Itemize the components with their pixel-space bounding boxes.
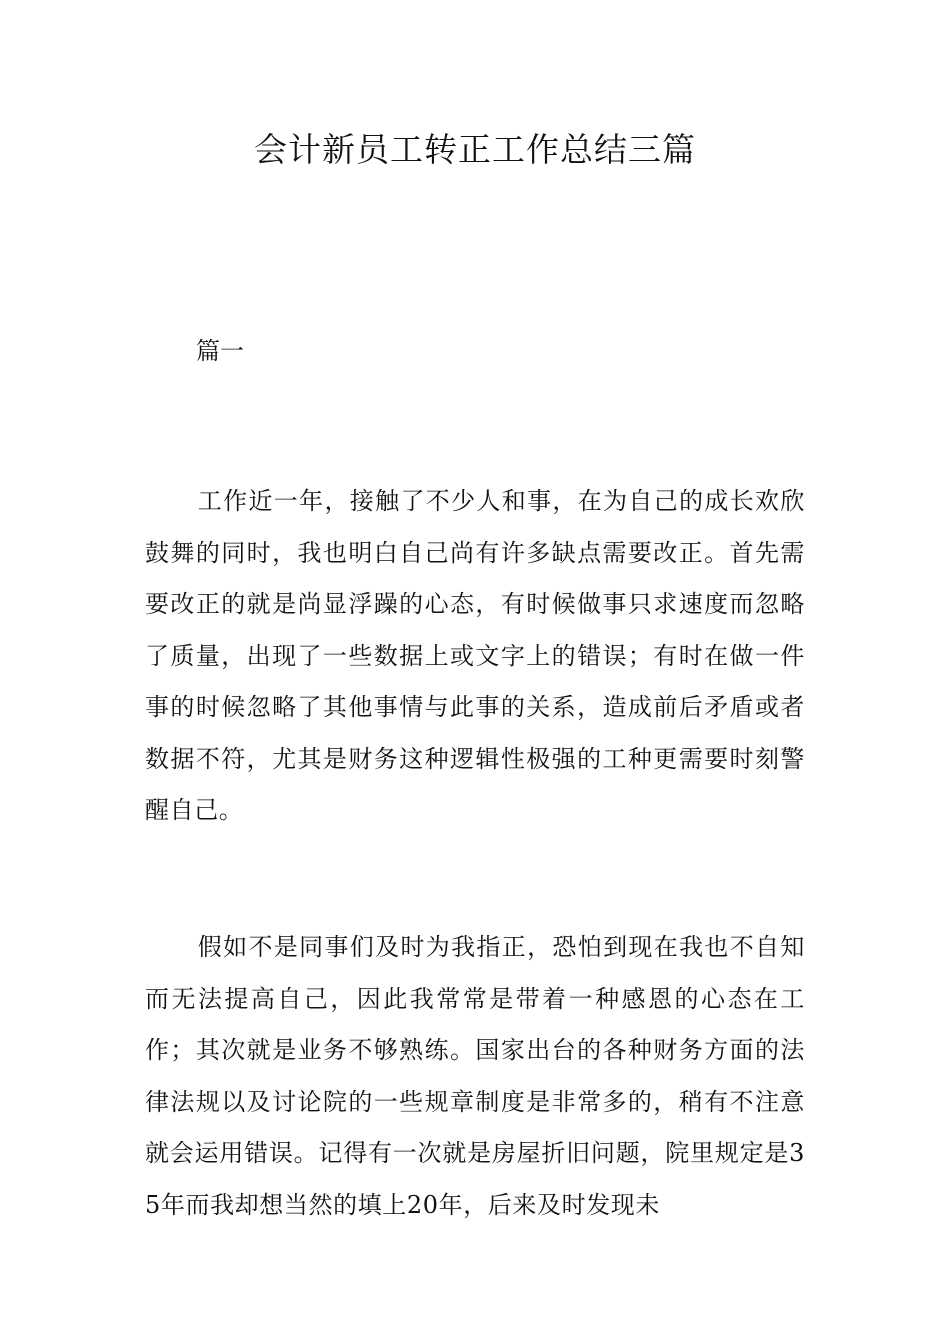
document-title: 会计新员工转正工作总结三篇 xyxy=(254,130,696,169)
body-paragraph-1: 工作近一年，接触了不少人和事，在为自己的成长欢欣鼓舞的同时，我也明白自己尚有许多缺点需要改正。首先需要改正的就是尚显浮躁的心态，有时候做事只求速度而忽略了质量，出现了一些数据上或文字上的错误；有时在做一件事的时候忽略了其他事情与此事的关系，造成前后矛盾或者数据不符，尤其是财务这种逻辑性极强的工种更需要时刻警醒自己。 xyxy=(145,487,805,824)
body-paragraph-2: 假如不是同事们及时为我指正，恐怕到现在我也不自知而无法提高自己，因此我常常是带着一种感恩的心态在工作；其次就是业务不够熟练。国家出台的各种财务方面的法律法规以及讨论院的一些规章制度是非常多的，稍有不注意就会运用错误。记得有一次就是房屋折旧问题，院里规定是35年而我却想当然的填上20年，后来及时发现未 xyxy=(145,933,805,1219)
section-heading: 篇一 xyxy=(196,337,244,365)
